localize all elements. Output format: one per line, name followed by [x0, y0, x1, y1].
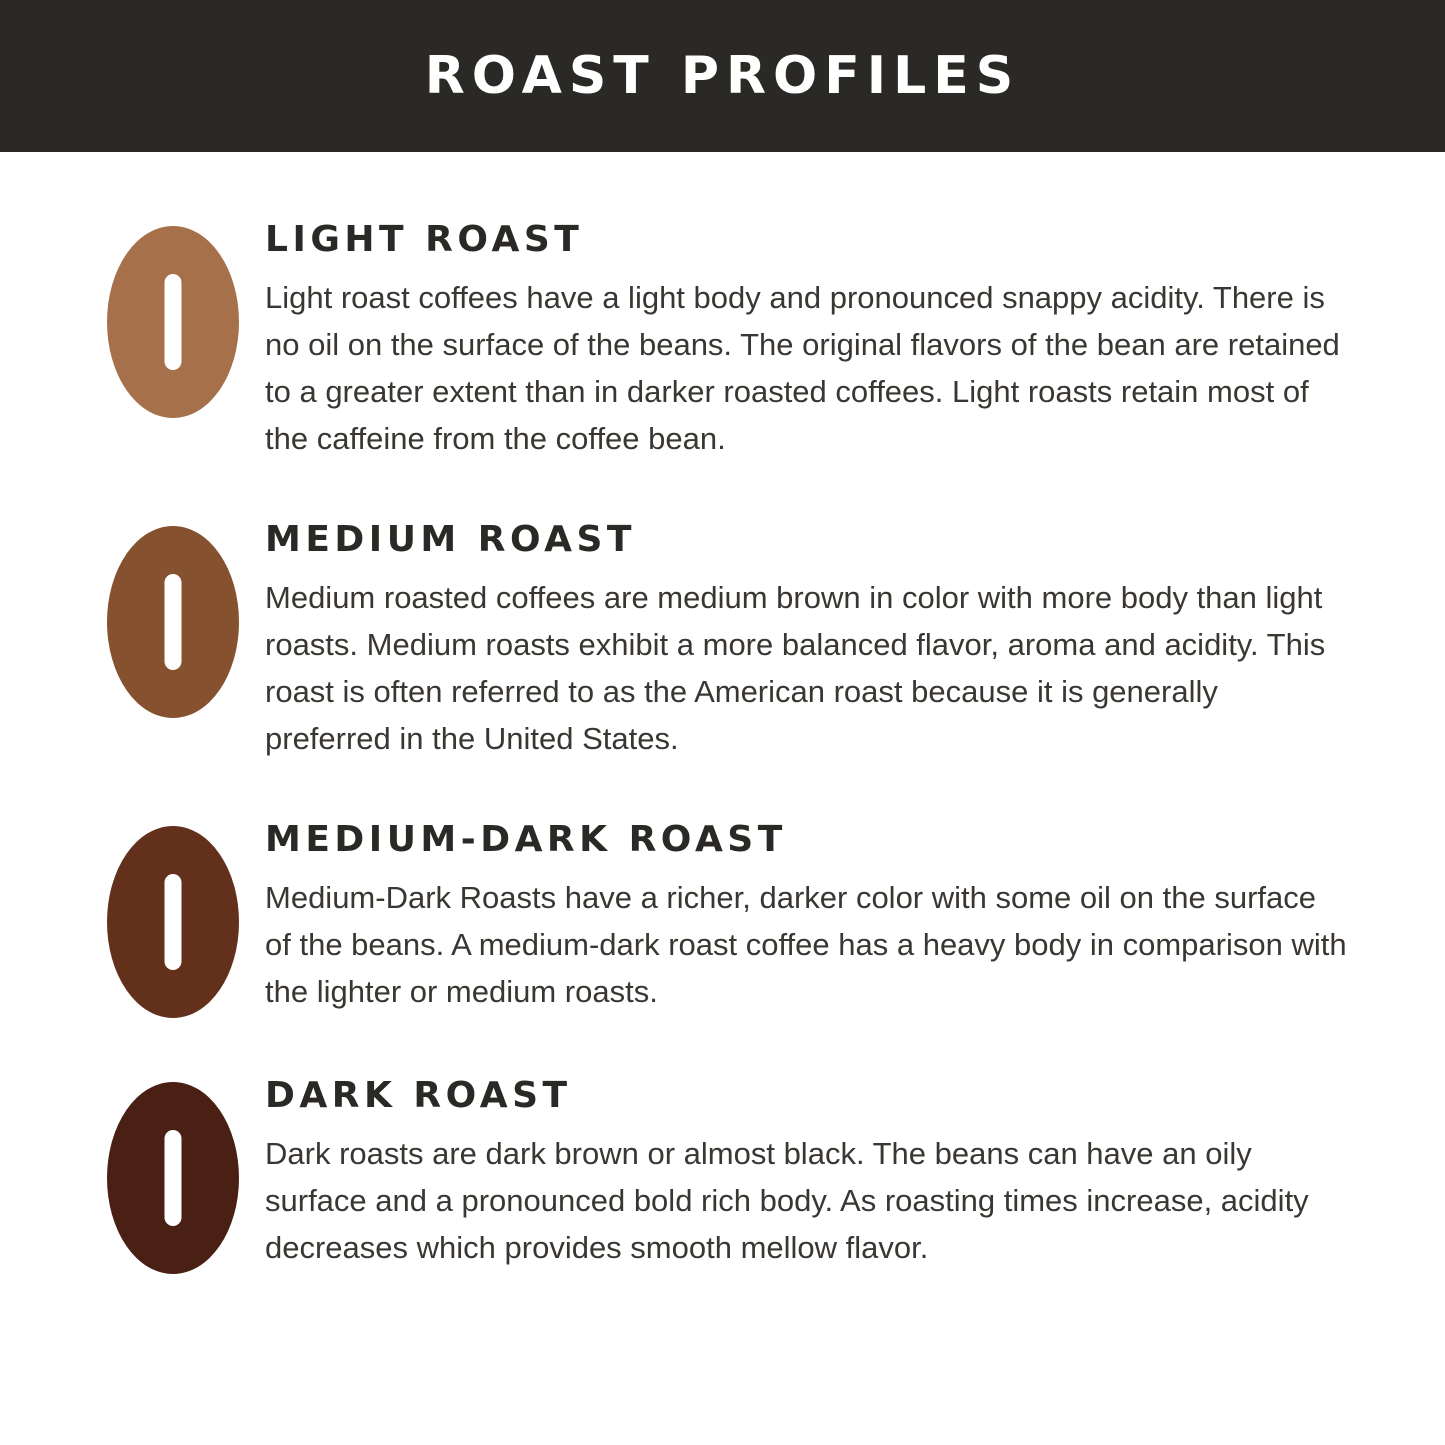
- text-column: [260, 520, 1350, 762]
- bean-column: [85, 220, 260, 418]
- page-header: [0, 0, 1445, 152]
- text-column: [260, 820, 1350, 1015]
- page-title: ROAST PROFILES: [424, 46, 1021, 106]
- roast-description-light: Light roast coffees have a light body and pronounced snappy acidity. There is no oil on the surface of the beans. The original flavors of the bean are retained to a greater extent than in darker roasted coffees. Light roasts retain most of the caffeine from the coffee bean.: [265, 279, 1340, 456]
- roast-list: [0, 152, 1445, 1274]
- roast-description-medium-dark: Medium-Dark Roasts have a richer, darker color with some oil on the surface of the beans. A medium-dark roast coffee has a heavy body in comparison with the lighter or medium roasts.: [265, 879, 1347, 1009]
- roast-item-medium-dark: [85, 820, 1350, 1018]
- roast-title-light: LIGHT ROAST: [265, 219, 584, 260]
- text-column: [260, 220, 1350, 462]
- coffee-bean-icon: [107, 526, 239, 718]
- bean-column: [85, 520, 260, 718]
- coffee-bean-icon: [107, 1082, 239, 1274]
- bean-column: [85, 1076, 260, 1274]
- roast-item-light: [85, 220, 1350, 462]
- roast-description-dark: Dark roasts are dark brown or almost black. The beans can have an oily surface and a pronounced bold rich body. As roasting times increase, acidity decreases which provides smooth mellow flavor.: [265, 1135, 1309, 1265]
- roast-description-medium: Medium roasted coffees are medium brown in color with more body than light roasts. Medium roasts exhibit a more balanced flavor, aroma and acidity. This roast is often referred to as the American roast because it is generally preferred in the United States.: [265, 579, 1326, 756]
- text-column: [260, 1076, 1350, 1271]
- coffee-bean-icon: [107, 826, 239, 1018]
- roast-title-dark: DARK ROAST: [265, 1075, 572, 1117]
- bean-crease: [164, 874, 181, 970]
- bean-crease: [164, 1130, 181, 1226]
- roast-title-medium: MEDIUM ROAST: [265, 519, 636, 561]
- roast-title-medium-dark: MEDIUM-DARK ROAST: [265, 819, 787, 861]
- bean-crease: [164, 274, 181, 370]
- roast-item-dark: [85, 1076, 1350, 1274]
- bean-column: [85, 820, 260, 1018]
- coffee-bean-icon: [107, 226, 239, 418]
- bean-crease: [164, 574, 181, 670]
- roast-item-medium: [85, 520, 1350, 762]
